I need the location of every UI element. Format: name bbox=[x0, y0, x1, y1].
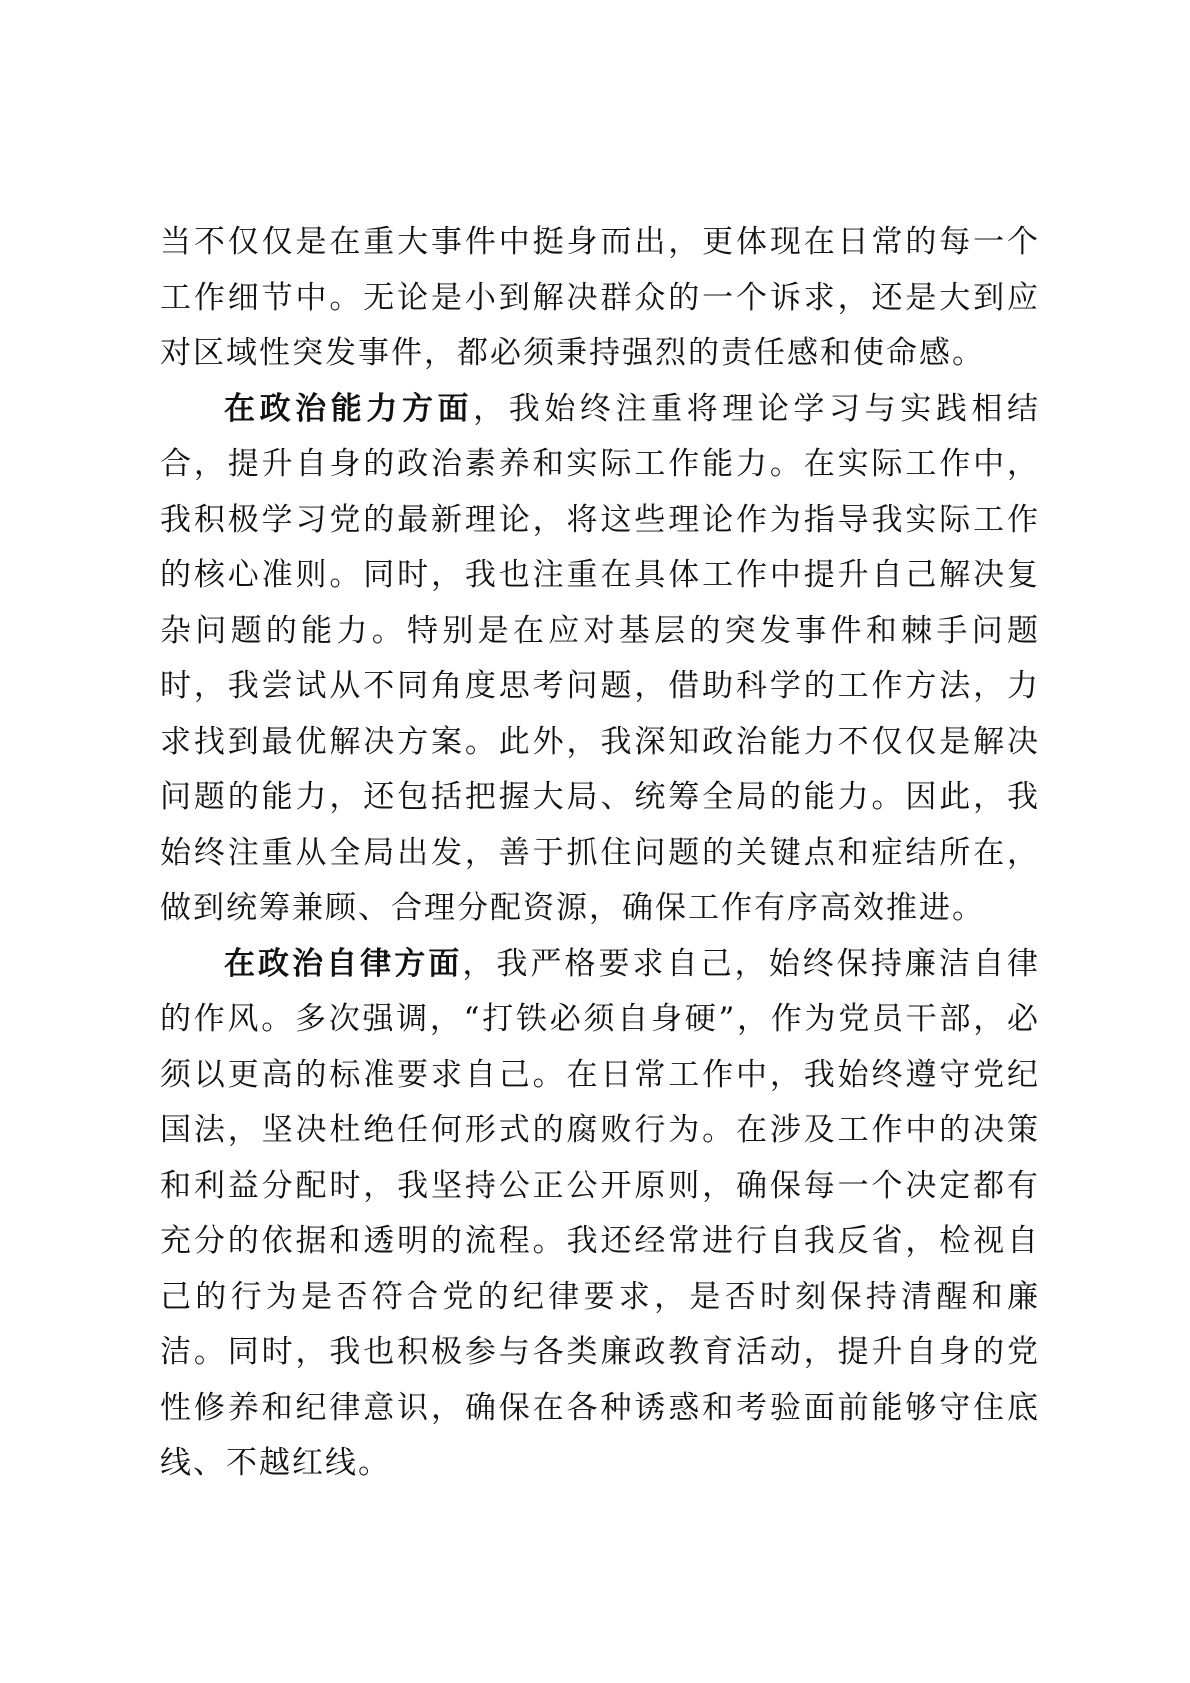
document-body bbox=[160, 215, 1040, 1492]
paragraph-2-heading: 在政治能力方面 bbox=[224, 390, 474, 427]
paragraph-1 bbox=[160, 215, 1040, 382]
paragraph-3 bbox=[160, 937, 1040, 1492]
paragraph-3-heading: 在政治自律方面 bbox=[224, 945, 463, 982]
paragraph-3-text: ，我严格要求自己，始终保持廉洁自律的作风。多次强调，“打铁必须自身硬”，作为党员干部，必须以更高的标准要求自己。在日常工作中，我始终遵守党纪国法，坚决杜绝任何形式的腐败行为。在涉及工作中的决策和利益分配时，我坚持公正公开原则，确保每一个决定都有充分的依据和透明的流程。我还经常进行自我反省，检视自己的行为是否符合党的纪律要求，是否时刻保持清醒和廉洁。同时，我也积极参与各类廉政教育活动，提升自身的党性修养和纪律意识，确保在各种诱惑和考验面前能够守住底线、不越红线。 bbox=[160, 945, 1041, 1481]
paragraph-1-text: 当不仅仅是在重大事件中挺身而出，更体现在日常的每一个工作细节中。无论是小到解决群众的一个诉求，还是大到应对区域性突发事件，都必须秉持强烈的责任感和使命感。 bbox=[160, 224, 1040, 371]
paragraph-2 bbox=[160, 382, 1040, 937]
paragraph-2-text: ，我始终注重将理论学习与实践相结合，提升自身的政治素养和实际工作能力。在实际工作中，我积极学习党的最新理论，将这些理论作为指导我实际工作的核心准则。同时，我也注重在具体工作中提升自己解决复杂问题的能力。特别是在应对基层的突发事件和棘手问题时，我尝试从不同角度思考问题，借助科学的工作方法，力求找到最优解决方案。此外，我深知政治能力不仅仅是解决问题的能力，还包括把握大局、统筹全局的能力。因此，我始终注重从全局出发，善于抓住问题的关键点和症结所在，做到统筹兼顾、合理分配资源，确保工作有序高效推进。 bbox=[160, 390, 1041, 926]
